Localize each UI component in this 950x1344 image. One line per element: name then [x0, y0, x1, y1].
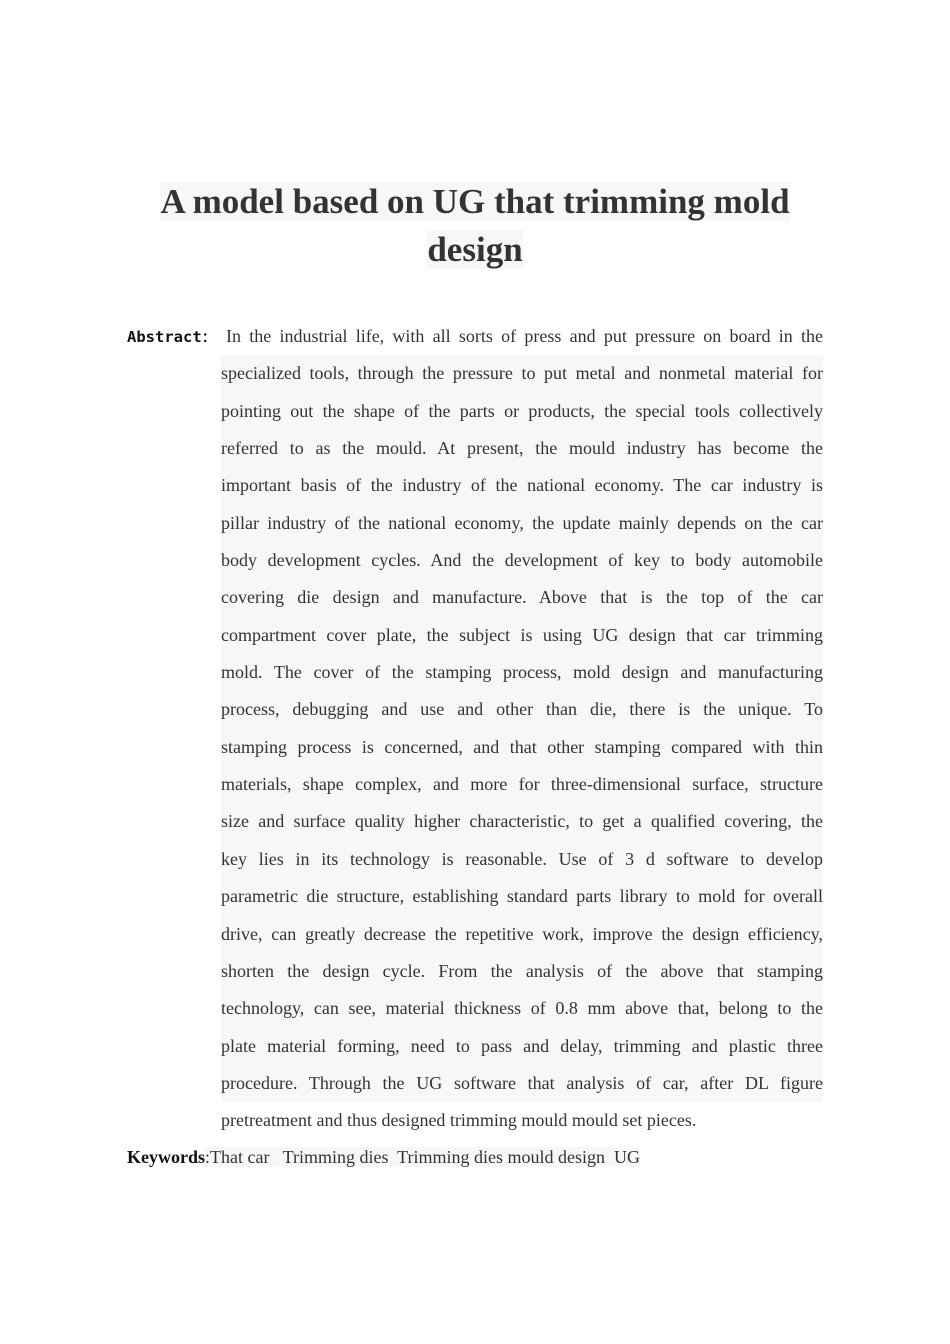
abstract-line: procedure. Through the UG software that analysis of car, after DL figure [221, 1065, 823, 1102]
abstract-line: In the industrial life, with all sorts of press and put pressure on board in the [226, 326, 823, 346]
keywords-values: :That car Trimming dies Trimming dies mould design UG [205, 1147, 641, 1167]
abstract-line: compartment cover plate, the subject is using UG design that car trimming [221, 617, 823, 654]
abstract-line: size and surface quality higher characteristic, to get a qualified covering, the [221, 803, 823, 840]
abstract-line: parametric die structure, establishing standard parts library to mold for overall [221, 878, 823, 915]
abstract-line: body development cycles. And the development of key to body automobile [221, 542, 823, 579]
keywords-paragraph [127, 1143, 640, 1171]
abstract-line: covering die design and manufacture. Above that is the top of the car [221, 579, 823, 616]
abstract-line: key lies in its technology is reasonable. Use of 3 d software to develop [221, 841, 823, 878]
document-title [140, 178, 810, 274]
abstract-line: process, debugging and use and other than die, there is the unique. To [221, 691, 823, 728]
abstract-line: materials, shape complex, and more for three-dimensional surface, structure [221, 766, 823, 803]
abstract-line: pillar industry of the national economy, the update mainly depends on the car [221, 505, 823, 542]
title-line-2: design [427, 230, 523, 269]
abstract-line: pretreatment and thus designed trimming mould mould set pieces. [221, 1110, 697, 1131]
abstract-body [221, 318, 823, 1140]
keywords-label: Keywords [127, 1147, 205, 1167]
title-line-1: A model based on UG that trimming mold [160, 182, 790, 221]
abstract-line: important basis of the industry of the national economy. The car industry is [221, 467, 823, 504]
abstract-line: specialized tools, through the pressure to put metal and nonmetal material for [221, 355, 823, 392]
abstract-line: stamping process is concerned, and that other stamping compared with thin [221, 729, 823, 766]
abstract-line: shorten the design cycle. From the analysis of the above that stamping [221, 953, 823, 990]
abstract-line: referred to as the mould. At present, the mould industry has become the [221, 430, 823, 467]
abstract-line: drive, can greatly decrease the repetitive work, improve the design efficiency, [221, 916, 823, 953]
abstract-line: technology, can see, material thickness of 0.8 mm above that, belong to the [221, 990, 823, 1027]
abstract-label: Abstract： [127, 328, 218, 346]
abstract-line: pointing out the shape of the parts or products, the special tools collectively [221, 393, 823, 430]
abstract-line: plate material forming, need to pass and delay, trimming and plastic three [221, 1028, 823, 1065]
abstract-line: mold. The cover of the stamping process, mold design and manufacturing [221, 654, 823, 691]
